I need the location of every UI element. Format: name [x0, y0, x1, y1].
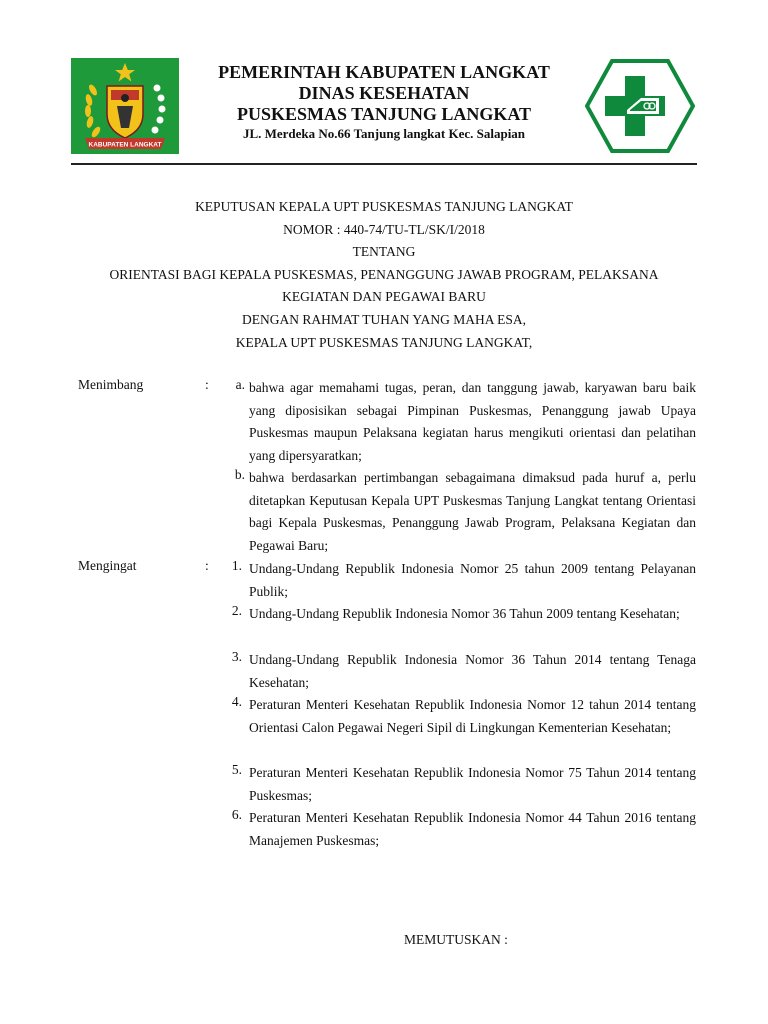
letterhead-text	[180, 62, 588, 143]
kabupaten-langkat-emblem	[71, 58, 179, 154]
memutuskan-text: MEMUTUSKAN :	[404, 932, 508, 947]
list-item-marker: 1.	[231, 558, 242, 573]
emblem-ribbon-text: KABUPATEN LANGKAT	[88, 141, 162, 149]
mengingat-colon: :	[205, 558, 209, 573]
decree-title-line: KEPUTUSAN KEPALA UPT PUSKESMAS TANJUNG LANGKAT	[195, 199, 573, 214]
list-item-marker: 6.	[231, 807, 242, 822]
decree-subject-line: KEGIATAN DAN PEGAWAI BARU	[282, 289, 486, 305]
list-item-text: Undang-Undang Republik Indonesia Nomor 36 Tahun 2014 tentang Tenaga Kesehatan;	[249, 652, 696, 690]
menimbang-colon: :	[205, 377, 209, 392]
decree-invocation: DENGAN RAHMAT TUHAN YANG MAHA ESA,	[241, 311, 526, 327]
letterhead-divider	[71, 163, 697, 165]
list-item-text: Undang-Undang Republik Indonesia Nomor 25 tahun 2009 tentang Pelayanan Publik;	[249, 561, 696, 599]
list-item-marker: a.	[235, 377, 245, 392]
decree-title	[60, 196, 708, 354]
letterhead-address: JL. Merdeka No.66 Tanjung langkat Kec. Salapian	[242, 126, 526, 141]
list-item-marker: 4.	[231, 694, 242, 709]
list-item-text: bahwa berdasarkan pertimbangan sebagaimana dimaksud pada huruf a, perlu ditetapkan Keputusan Kepala UPT Puskesmas Tanjung Langkat tentang Orientasi bagi Kepala Puskesmas, Penanggung Jawab Program, Pelaksana Kegiatan dan Pegawai Baru;	[249, 470, 696, 553]
list-item-marker: 3.	[231, 649, 242, 664]
decree-number: NOMOR : 440-74/TU-TL/SK/I/2018	[283, 221, 485, 237]
menimbang-label: Menimbang	[78, 377, 144, 392]
list-item-marker: b.	[234, 467, 245, 482]
letterhead-department: DINAS KESEHATAN	[298, 83, 470, 103]
letterhead-puskesmas: PUSKESMAS TANJUNG LANGKAT	[236, 104, 532, 124]
list-item-marker: 2.	[231, 603, 242, 618]
puskesmas-logo	[585, 58, 695, 154]
list-item-text: Peraturan Menteri Kesehatan Republik Indonesia Nomor 44 Tahun 2016 tentang Manajemen Puskesmas;	[249, 810, 696, 848]
mengingat-label: Mengingat	[78, 558, 137, 573]
list-item-text: Peraturan Menteri Kesehatan Republik Indonesia Nomor 75 Tahun 2014 tentang Puskesmas;	[249, 765, 696, 803]
decree-issuer: KEPALA UPT PUSKESMAS TANJUNG LANGKAT,	[235, 334, 533, 350]
decree-tentang: TENTANG	[352, 244, 416, 260]
list-item-text: bahwa agar memahami tugas, peran, dan tanggung jawab, karyawan baru baik yang diposisikan sebagai Pimpinan Puskesmas, Penanggung jawab Upaya Puskesmas maupun Pelaksana kegiatan harus mengikuti orientasi dan pelatihan yang dipersyaratkan;	[249, 380, 696, 463]
list-item-marker: 5.	[231, 762, 242, 777]
list-item-text: Peraturan Menteri Kesehatan Republik Indonesia Nomor 12 tahun 2014 tentang Orientasi Calon Pegawai Negeri Sipil di Lingkungan Kementerian Kesehatan;	[249, 697, 696, 735]
decree-subject-line: ORIENTASI BAGI KEPALA PUSKESMAS, PENANGGUNG JAWAB PROGRAM, PELAKSANA	[109, 266, 659, 282]
letterhead-government: PEMERINTAH KABUPATEN LANGKAT	[218, 62, 550, 82]
list-item-text: Undang-Undang Republik Indonesia Nomor 36 Tahun 2009 tentang Kesehatan;	[249, 606, 680, 621]
